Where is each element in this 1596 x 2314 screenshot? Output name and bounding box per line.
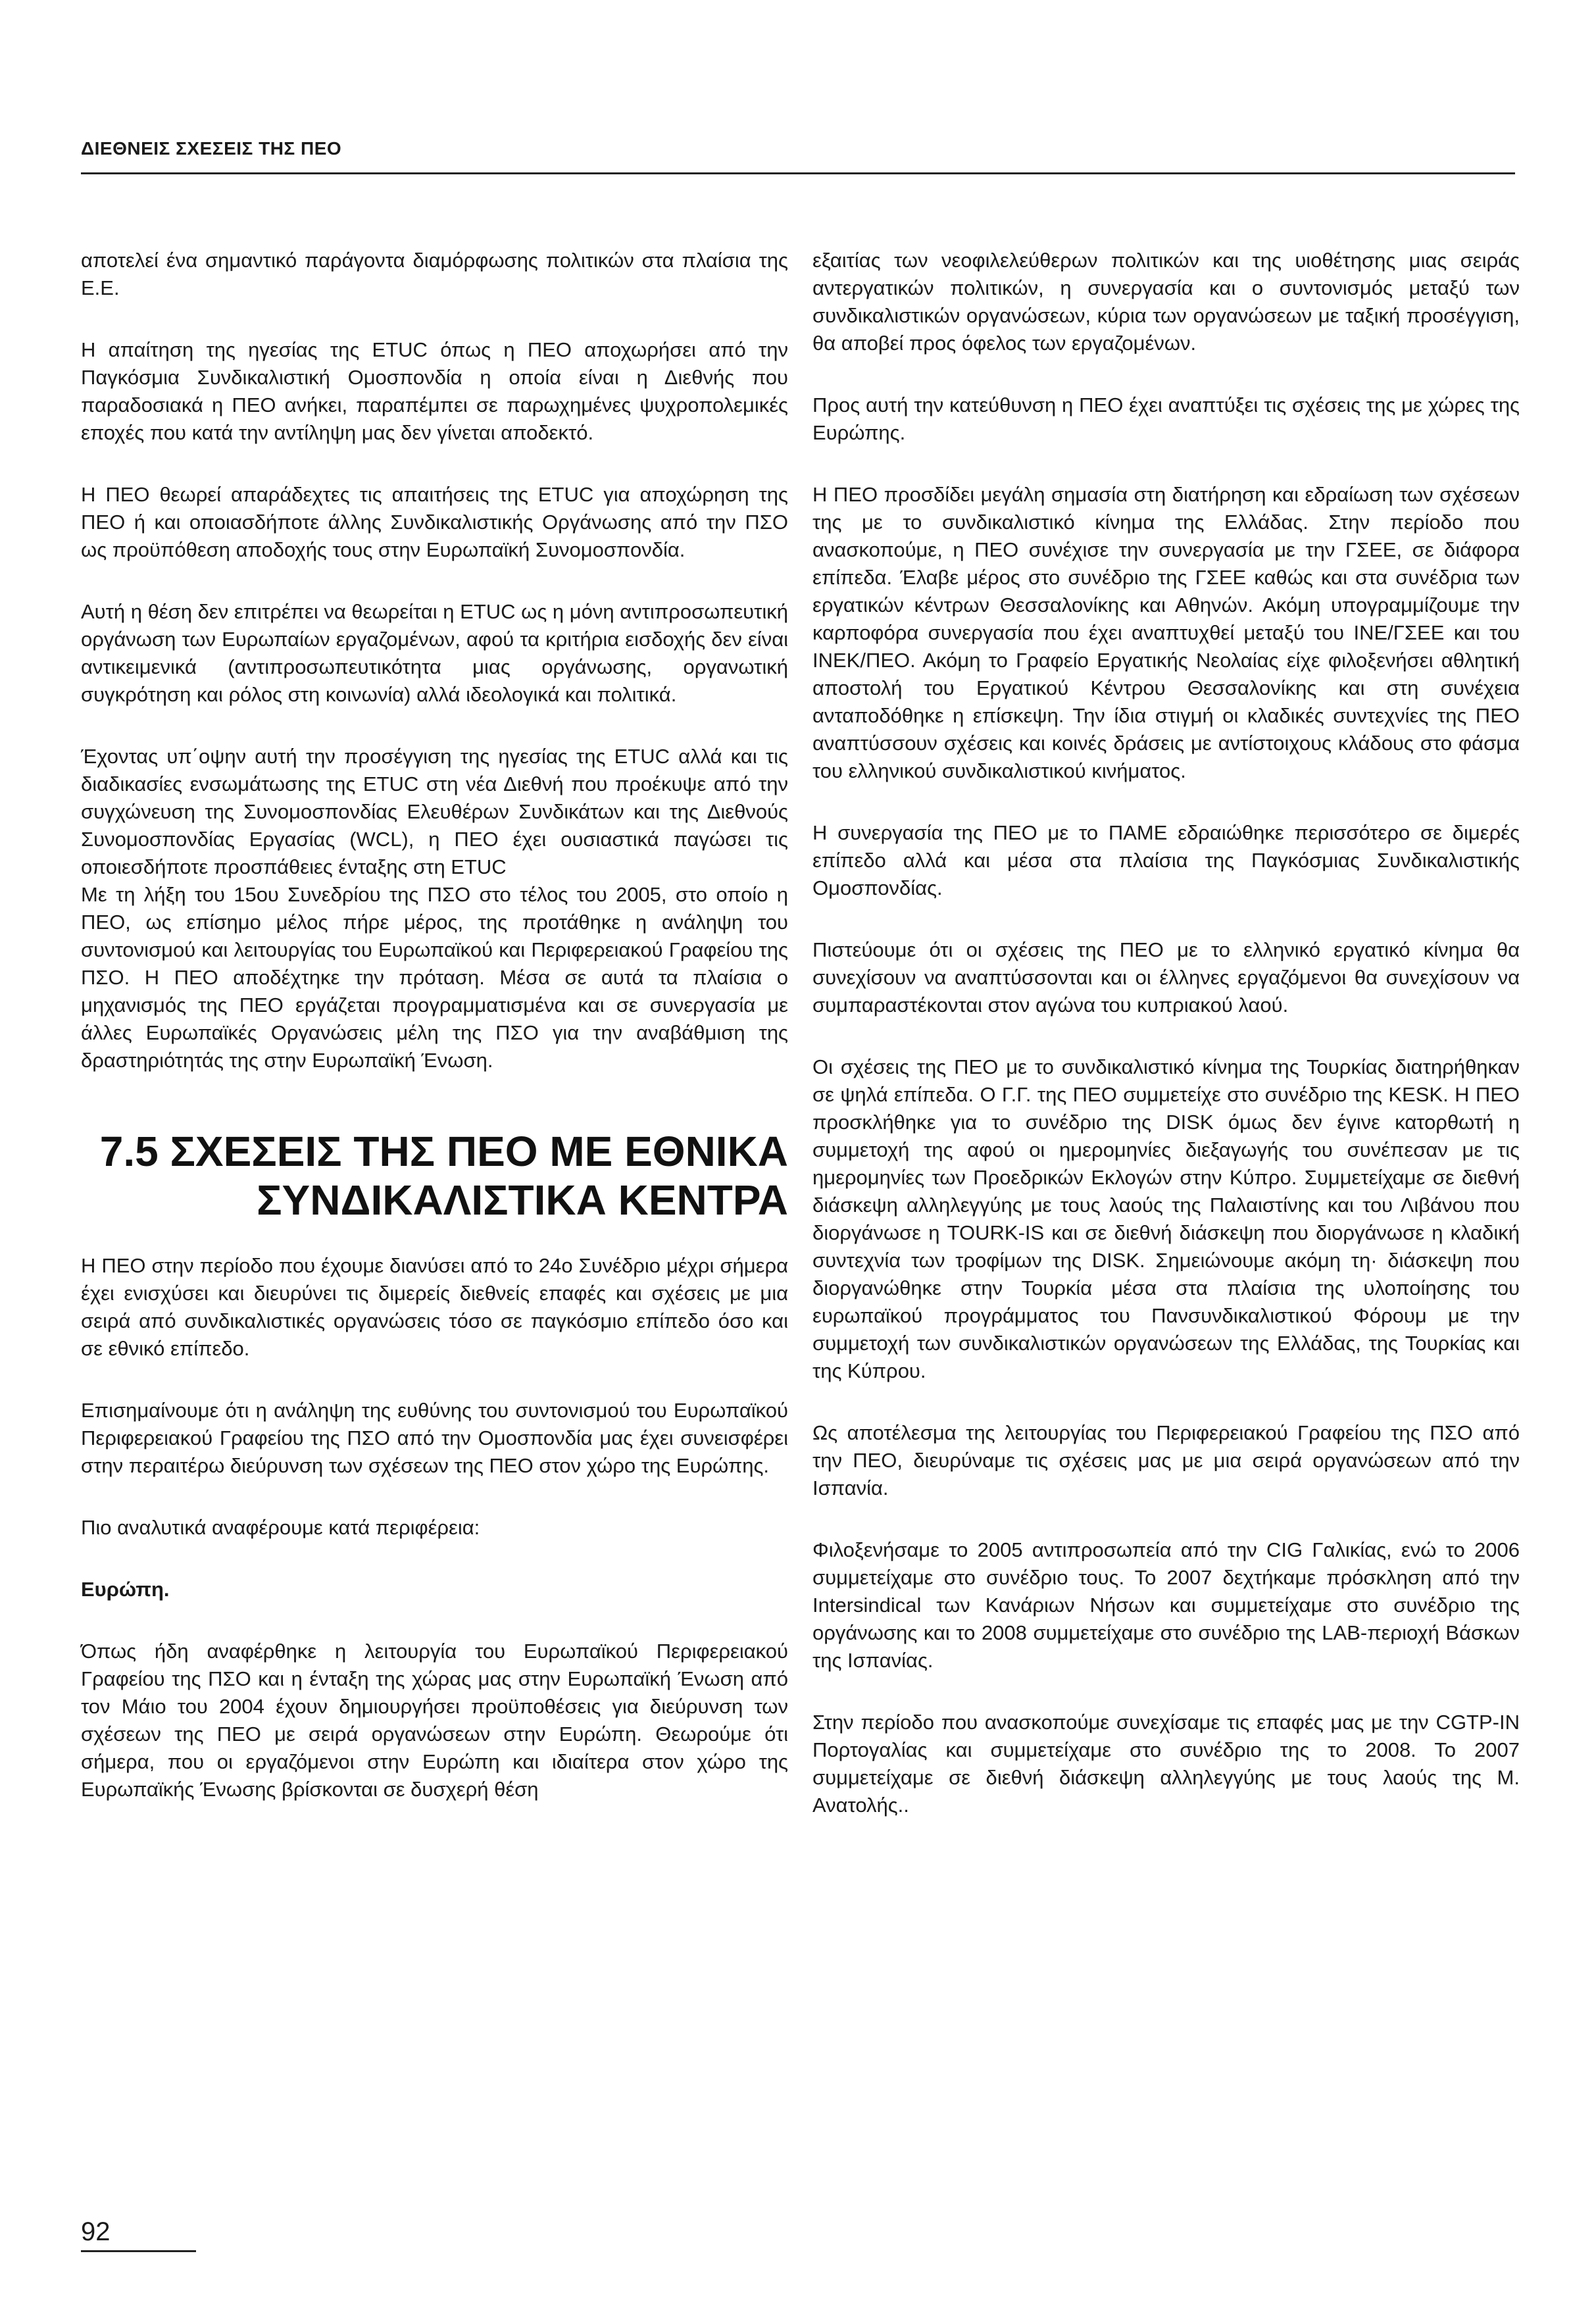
- paragraph: Η συνεργασία της ΠΕΟ με το ΠΑΜΕ εδραιώθηκε περισσότερο σε διμερές επίπεδο αλλά και μέσα στα πλαίσια της Παγκόσμιας Συνδικαλιστικής Ομοσπονδίας.: [812, 821, 1520, 899]
- paragraph: Στην περίοδο που ανασκοπούμε συνεχίσαμε τις επαφές μας με την CGTP-IN Πορτογαλίας και συμμετείχαμε στο συνέδριο της το 2008. Το 2007 συμμετείχαμε σε διεθνή διάσκεψη αλληλεγγύης με τους λαούς της Μ. Ανατολής..: [812, 1711, 1520, 1817]
- left-column: [81, 247, 788, 1838]
- paragraph: Η ΠΕΟ θεωρεί απαράδεχτες τις απαιτήσεις της ETUC για αποχώρηση της ΠΕΟ ή και οποιασδήποτε άλλης Συνδικαλιστικής Οργάνωσης από την ΠΣΟ ως προϋπόθεση αποδοχής τους στην Ευρωπαϊκή Συνομοσπονδία.: [81, 483, 788, 561]
- paragraph: Η απαίτηση της ηγεσίας της ETUC όπως η ΠΕΟ αποχωρήσει από την Παγκόσμια Συνδικαλιστική Ομοσπονδία η οποία είναι η Διεθνής που παραδοσιακά η ΠΕΟ ανήκει, παραπέμπει σε παρωχημένες ψυχροπολεμικές εποχές που κατά την αντίληψη μας δεν γίνεται αποδεκτό.: [81, 338, 788, 444]
- paragraph: Με τη λήξη του 15ου Συνεδρίου της ΠΣΟ στο τέλος του 2005, στο οποίο η ΠΕΟ, ως επίσημο μέλος πήρε μέρος, της προτάθηκε η ανάληψη του συντονισμού και λειτουργίας του Ευρωπαϊκού και Περιφερειακού Γραφείου της ΠΣΟ. Η ΠΕΟ αποδέχτηκε την πρόταση. Μέσα σε αυτά τα πλαίσια ο μηχανισμός της ΠΕΟ εργάζεται προγραμματισμένα και σε συνεργασία με άλλες Ευρωπαϊκές Οργανώσεις μέλη της ΠΣΟ για την αναβάθμιση της δραστηριότητάς της στην Ευρωπαϊκή Ένωση.: [81, 883, 788, 1072]
- page-number: 92: [81, 2217, 111, 2246]
- running-header: ΔΙΕΘΝΕΙΣ ΣΧΕΣΕΙΣ ΤΗΣ ΠΕΟ: [81, 138, 342, 159]
- paragraph: Φιλοξενήσαμε το 2005 αντιπροσωπεία από την CIG Γαλικίας, ενώ το 2006 συμμετείχαμε στο συνέδριο τους. Το 2007 δεχτήκαμε πρόσκληση από την Intersindical των Κανάριων Νήσων και συμμετείχαμε στο συνέδριο της οργάνωσης και το 2008 συμμετείχαμε στο συνέδριο της LAB-περιοχή Βάσκων της Ισπανίας.: [812, 1538, 1520, 1672]
- section-title: [81, 1127, 788, 1224]
- paragraph: Η ΠΕΟ στην περίοδο που έχουμε διανύσει από το 24ο Συνέδριο μέχρι σήμερα έχει ενισχύσει και διευρύνει τις διμερείς διεθνείς επαφές και σχέσεις με μια σειρά από συνδικαλιστικές οργανώσεις τόσο σε παγκόσμιο επίπεδο όσο και σε εθνικό επίπεδο.: [81, 1254, 788, 1360]
- header-rule: [81, 172, 1515, 174]
- subheading-europe: Ευρώπη.: [81, 1578, 170, 1601]
- paragraph: Πιο αναλυτικά αναφέρουμε κατά περιφέρεια:: [81, 1516, 480, 1539]
- paragraph: Επισημαίνουμε ότι η ανάληψη της ευθύνης του συντονισμού του Ευρωπαϊκού Περιφερειακού Γραφείου της ΠΣΟ από την Ομοσπονδία μας έχει συνεισφέρει στην περαιτέρω διεύρυνση των σχέσεων της ΠΕΟ στον χώρο της Ευρώπης.: [81, 1399, 788, 1477]
- paragraph: Έχοντας υπ΄οψην αυτή την προσέγγιση της ηγεσίας της ETUC αλλά και τις διαδικασίες ενσωμάτωσης της ETUC στη νέα Διεθνή που προέκυψε από την συγχώνευση της Συνομοσπονδίας Ελευθέρων Συνδικάτων και της Διεθνούς Συνομοσπονδίας Εργασίας (WCL), η ΠΕΟ έχει ουσιαστικά παγώσει τις οποιεσδήποτε προσπάθειες ένταξης στη ETUC: [81, 745, 788, 878]
- paragraph: εξαιτίας των νεοφιλελεύθερων πολιτικών και της υιοθέτησης μιας σειράς αντεργατικών πολιτικών, η συνεργασία και ο συντονισμός μεταξύ των συνδικαλιστικών οργανώσεων, κύρια των οργανώσεων με ταξική προσέγγιση, θα αποβεί προς όφελος των εργαζομένων.: [812, 249, 1520, 355]
- paragraph: Αυτή η θέση δεν επιτρέπει να θεωρείται η ETUC ως η μόνη αντιπροσωπευτική οργάνωση των Ευρωπαίων εργαζομένων, αφού τα κριτήρια εισδοχής δεν είναι αντικειμενικά (αντιπροσωπευτικότητα μιας οργάνωσης, οργανωτική συγκρότηση και ρόλος στη κοινωνία) αλλά ιδεολογικά και πολιτικά.: [81, 600, 788, 706]
- paragraph: Οι σχέσεις της ΠΕΟ με το συνδικαλιστικό κίνημα της Τουρκίας διατηρήθηκαν σε ψηλά επίπεδα. Ο Γ.Γ. της ΠΕΟ συμμετείχε στο συνέδριο της KESK. Η ΠΕΟ προσκλήθηκε για το συνέδριο της DISK όμως δεν έγινε κατορθωτή η συμμετοχή της αφού οι ημερομηνίες διεξαγωγής του συνέπεσαν με τις ημερομηνίες των Προεδρικών Εκλογών στην Κύπρο. Συμμετείχαμε σε διεθνή διάσκεψη αλληλεγγύης με τους λαούς της Παλαιστίνης και του Λιβάνου που διοργάνωσε η TOURK-IS και σε διεθνή διάσκεψη που διοργάνωσε η κλαδική συντεχνία των τροφίμων της DISK. Σημειώνουμε ακόμη τη· διάσκεψη που διοργανώθηκε στην Τουρκία μέσα στα πλαίσια της υλοποίησης του ευρωπαϊκού προγράμματος του Πανσυνδικαλιστικού Φόρουμ με την συμμετοχή των συνδικαλιστικών οργανώσεων της Ελλάδας, της Τουρκίας και της Κύπρου.: [812, 1055, 1520, 1382]
- paragraph: αποτελεί ένα σημαντικό παράγοντα διαμόρφωσης πολιτικών στα πλαίσια της Ε.Ε.: [81, 249, 788, 299]
- section-title-line: 7.5 ΣΧΕΣΕΙΣ ΤΗΣ ΠΕΟ ΜΕ ΕΘΝΙΚΑ: [99, 1128, 788, 1175]
- footer-rule: [81, 2250, 196, 2252]
- section-title-line: ΣΥΝΔΙΚΑΛΙΣΤΙΚΑ ΚΕΝΤΡΑ: [257, 1176, 788, 1224]
- paragraph: Προς αυτή την κατεύθυνση η ΠΕΟ έχει αναπτύξει τις σχέσεις της με χώρες της Ευρώπης.: [812, 393, 1520, 444]
- paragraph: Πιστεύουμε ότι οι σχέσεις της ΠΕΟ με το ελληνικό εργατικό κίνημα θα συνεχίσουν να αναπτύσσονται και οι έλληνες εργαζόμενοι θα συνεχίσουν να συμπαραστέκονται στον αγώνα του κυπριακού λαού.: [812, 938, 1520, 1017]
- paragraph: Ως αποτέλεσμα της λειτουργίας του Περιφερειακού Γραφείου της ΠΣΟ από την ΠΕΟ, διευρύναμε τις σχέσεις μας με μια σειρά οργανώσεων από την Ισπανία.: [812, 1421, 1520, 1499]
- paragraph: Όπως ήδη αναφέρθηκε η λειτουργία του Ευρωπαϊκού Περιφερειακού Γραφείου της ΠΣΟ και η ένταξη της χώρας μας στην Ευρωπαϊκή Ένωση από τον Μάιο του 2004 έχουν δημιουργήσει προϋποθέσεις για διεύρυνση των σχέσεων της ΠΕΟ με σειρά οργανώσεων στην Ευρώπη. Θεωρούμε ότι σήμερα, που οι εργαζόμενοι στην Ευρώπη και ιδιαίτερα στον χώρο της Ευρωπαϊκής Ένωσης βρίσκονται σε δυσχερή θέση: [81, 1640, 788, 1801]
- right-column: [812, 247, 1520, 1853]
- paragraph: Η ΠΕΟ προσδίδει μεγάλη σημασία στη διατήρηση και εδραίωση των σχέσεων της με το συνδικαλιστικό κίνημα της Ελλάδας. Στην περίοδο που ανασκοπούμε, η ΠΕΟ συνέχισε την συνεργασία με την ΓΣΕΕ, σε διάφορα επίπεδα. Έλαβε μέρος στο συνέδριο της ΓΣΕΕ καθώς και στα συνέδρια των εργατικών κέντρων Θεσσαλονίκης και Αθηνών. Ακόμη υπογραμμίζουμε την καρποφόρα συνεργασία που έχει αναπτυχθεί μεταξύ του ΙΝΕ/ΓΣΕΕ και του ΙΝΕΚ/ΠΕΟ. Ακόμη το Γραφείο Εργατικής Νεολαίας είχε φιλοξενήσει αθλητική αποστολή του Εργατικού Κέντρου Θεσσαλονίκης και στη συνέχεια ανταποδόθηκε η επίσκεψη. Την ίδια στιγμή οι κλαδικές συντεχνίες της ΠΕΟ αναπτύσσουν σχέσεις και κοινές δράσεις με αντίστοιχους κλάδους στο φάσμα του ελληνικού συνδικαλιστικού κινήματος.: [812, 483, 1520, 782]
